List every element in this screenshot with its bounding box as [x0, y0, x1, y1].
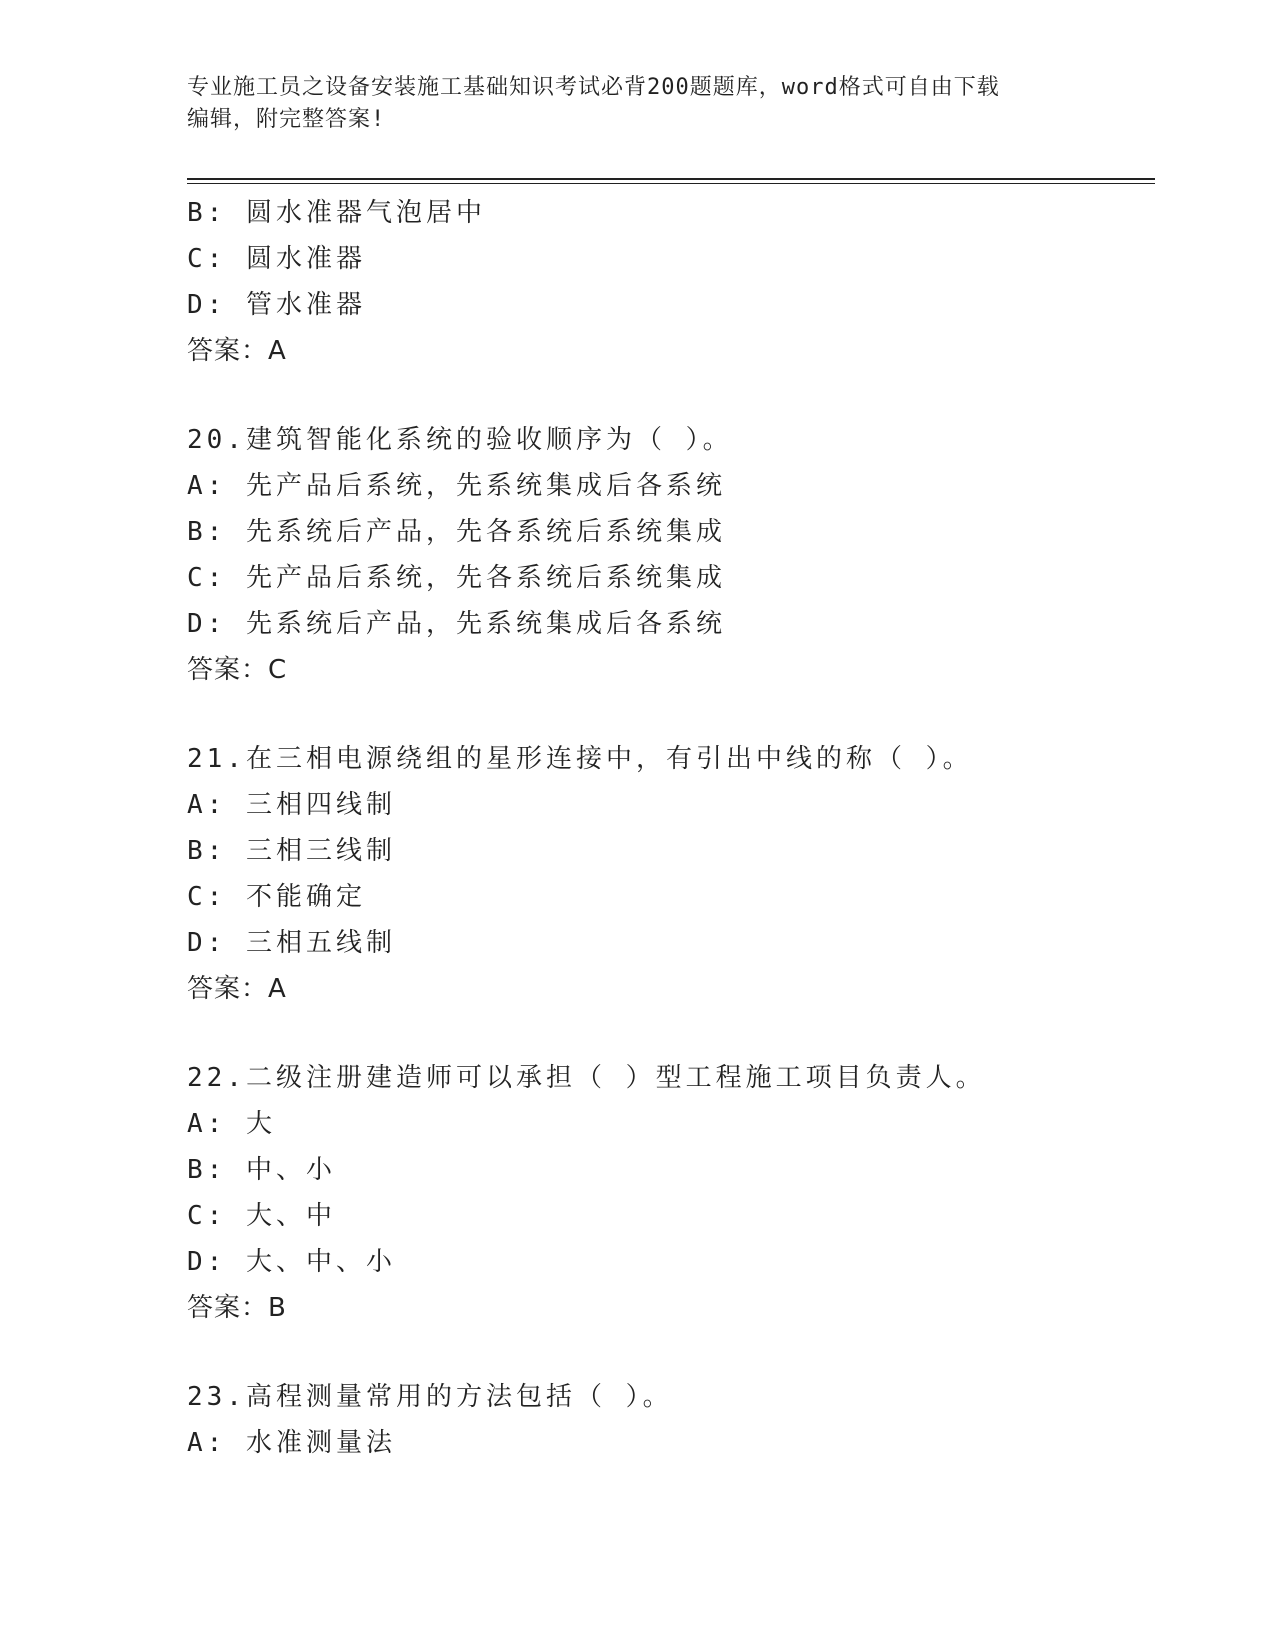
header-line-2: 编辑，附完整答案!	[187, 107, 386, 132]
question-block	[187, 1055, 1155, 1331]
option-d: D: 大、中、小	[187, 1247, 396, 1277]
option-c: C: 先产品后系统，先各系统后系统集成	[187, 563, 726, 593]
option-d: D: 管水准器	[187, 290, 366, 320]
question-text: 20.建筑智能化系统的验收顺序为（ ）。	[187, 425, 733, 455]
question-text: 21.在三相电源绕组的星形连接中，有引出中线的称（ ）。	[187, 744, 973, 774]
question-list	[187, 190, 1155, 1466]
option-b: B: 三相三线制	[187, 836, 396, 866]
option-b: B: 圆水准器气泡居中	[187, 198, 486, 228]
option-b: B: 中、小	[187, 1155, 336, 1185]
document-header	[187, 72, 1087, 136]
question-block	[187, 1374, 1155, 1466]
answer: 答案：B	[187, 1293, 287, 1323]
answer: 答案：A	[187, 336, 287, 366]
option-c: C: 大、中	[187, 1201, 336, 1231]
answer: 答案：A	[187, 974, 287, 1004]
option-b: B: 先系统后产品，先各系统后系统集成	[187, 517, 726, 547]
question-text: 23.高程测量常用的方法包括（ ）。	[187, 1382, 673, 1412]
option-a: A: 先产品后系统，先系统集成后各系统	[187, 471, 726, 501]
question-block	[187, 190, 1155, 374]
option-c: C: 圆水准器	[187, 244, 366, 274]
header-divider-thick	[187, 178, 1155, 180]
question-block	[187, 736, 1155, 1012]
question-text: 22.二级注册建造师可以承担（ ）型工程施工项目负责人。	[187, 1063, 986, 1093]
option-a: A: 三相四线制	[187, 790, 396, 820]
header-line-1: 专业施工员之设备安装施工基础知识考试必背200题题库，word格式可自由下载	[187, 75, 1000, 100]
option-d: D: 三相五线制	[187, 928, 396, 958]
question-block	[187, 417, 1155, 693]
option-d: D: 先系统后产品，先系统集成后各系统	[187, 609, 726, 639]
header-divider-thin	[187, 183, 1155, 184]
answer: 答案：C	[187, 655, 288, 685]
option-a: A: 大	[187, 1109, 276, 1139]
option-a: A: 水准测量法	[187, 1428, 396, 1458]
option-c: C: 不能确定	[187, 882, 366, 912]
